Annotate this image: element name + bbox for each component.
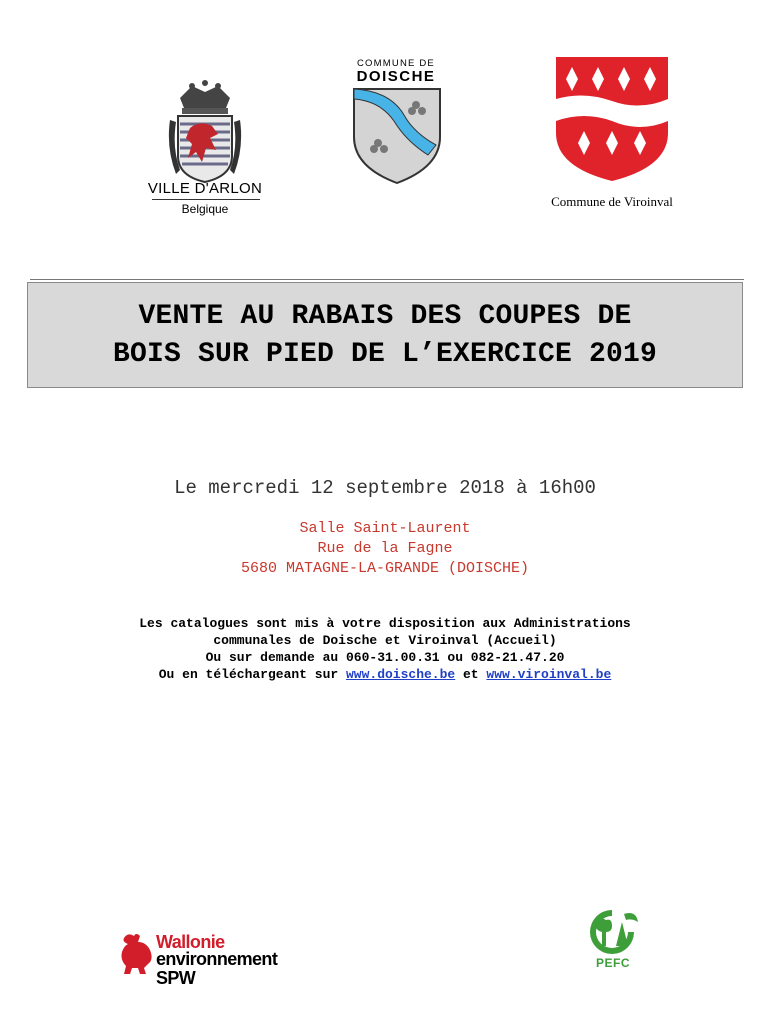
venue-street: Rue de la Fagne xyxy=(317,540,453,557)
doische-link[interactable]: www.doische.be xyxy=(345,667,456,682)
venue-city: 5680 MATAGNE-LA-GRANDE (DOISCHE) xyxy=(240,560,530,577)
info-line-3: Ou sur demande au 060-31.00.31 ou 082-21.47.20 xyxy=(205,650,565,665)
wallonie-environnement: environnement xyxy=(156,949,278,969)
info-line-1: Les catalogues sont mis à votre disposition aux Administrations xyxy=(139,616,631,631)
wallonie-rooster-icon xyxy=(118,930,156,974)
doische-name: DOISCHE xyxy=(356,68,436,85)
viroinval-shield-logo xyxy=(554,55,670,183)
title-line-2: BOIS SUR PIED DE L’EXERCICE 2019 xyxy=(112,339,658,370)
wallonie-spw: SPW xyxy=(156,968,196,988)
title-line-1: VENTE AU RABAIS DES COUPES DE xyxy=(138,301,632,332)
event-date: Le mercredi 12 septembre 2018 à 16h00 xyxy=(174,477,596,499)
pefc-label: PEFC xyxy=(595,956,630,970)
info-line-4 xyxy=(0,667,770,682)
pefc-logo-icon xyxy=(582,908,642,956)
wallonie-brand: Wallonie xyxy=(156,932,225,952)
arlon-name: VILLE D'ARLON xyxy=(147,180,263,197)
viroinval-link[interactable]: www.viroinval.be xyxy=(486,667,612,682)
title-top-rule xyxy=(30,279,744,280)
document-title xyxy=(27,298,743,374)
arlon-country: Belgique xyxy=(181,202,229,216)
info-line-2: communales de Doische et Viroinval (Accueil) xyxy=(213,633,557,648)
info-line-4-prefix: Ou en téléchargeant sur xyxy=(158,667,346,682)
arlon-divider xyxy=(152,199,260,200)
venue-name: Salle Saint-Laurent xyxy=(299,520,471,537)
info-line-4-mid: et xyxy=(455,667,487,682)
doische-commune-label: COMMUNE DE xyxy=(357,58,435,69)
viroinval-caption: Commune de Viroinval xyxy=(551,194,673,209)
doische-shield-logo xyxy=(350,85,444,185)
